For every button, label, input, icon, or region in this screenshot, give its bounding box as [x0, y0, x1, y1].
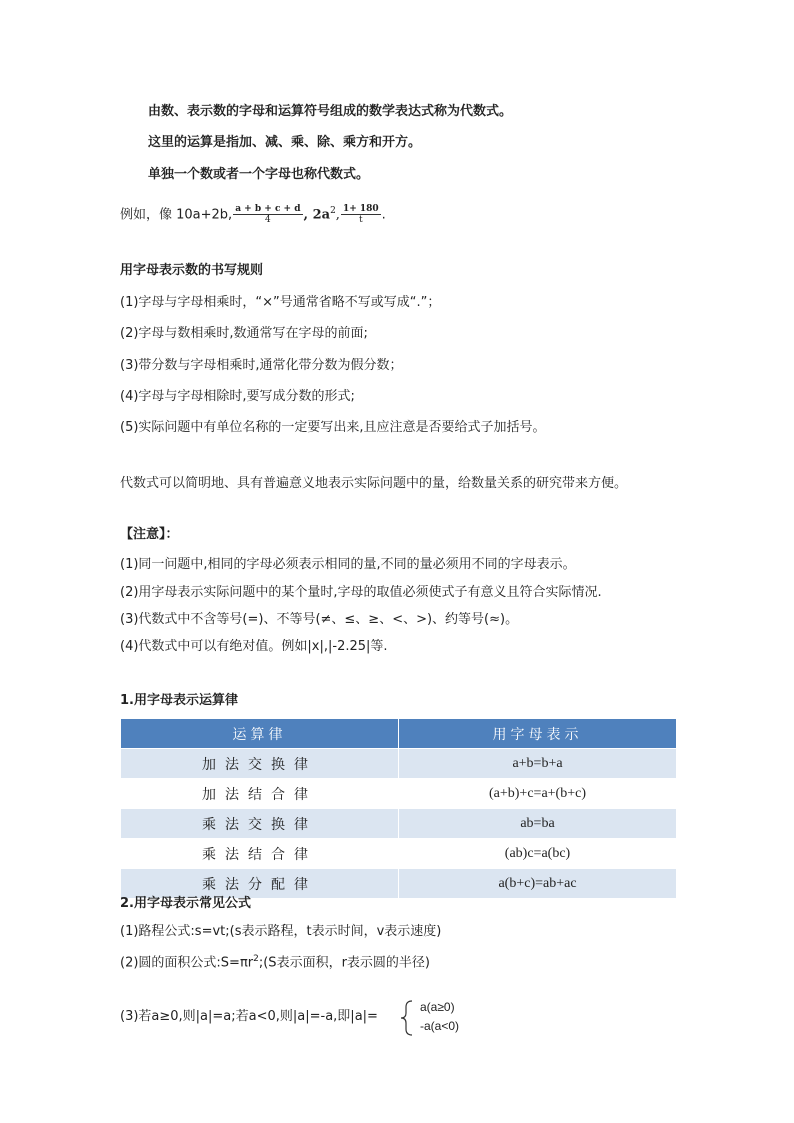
- note-item: (4)代数式中可以有绝对值。例如|x|,|-2.25|等.: [120, 639, 388, 654]
- example-line: [120, 198, 386, 228]
- formula-item-absolute-value: (3)若a≥0,则|a|=a;若a<0,则|a|=-a,即|a|=: [120, 1009, 378, 1024]
- example-comma: ,: [335, 207, 340, 223]
- law-name: 加法结合律: [121, 779, 399, 809]
- example-fraction-2: [341, 204, 381, 225]
- law-formula: a+b=b+a: [399, 749, 677, 779]
- table-row: [121, 779, 677, 809]
- formula-item-circle-area: [120, 950, 430, 972]
- law-formula: (ab)c=a(bc): [399, 839, 677, 869]
- fraction-2-numerator: 1+ 180: [342, 204, 379, 215]
- rule-item: (3)带分数与字母相乘时,通常化带分数为假分数；: [120, 358, 403, 373]
- rule-item: (5)实际问题中有单位名称的一定要写出来,且应注意是否要给式子加括号。: [120, 420, 546, 435]
- intro-line-3: 单独一个数或者一个字母也称代数式。: [148, 167, 370, 182]
- law-name: 加法交换律: [121, 749, 399, 779]
- example-end: .: [381, 207, 386, 223]
- table-row: [121, 749, 677, 779]
- example-exponent: 2: [330, 206, 336, 216]
- left-brace-icon: [398, 1000, 418, 1036]
- table-row: [121, 839, 677, 869]
- case-nonnegative: a(a≥0): [420, 1000, 455, 1014]
- table-header-row: [121, 719, 677, 749]
- rule-item: (1)字母与字母相乘时，“×”号通常省略不写或写成“.”；: [120, 295, 441, 310]
- fraction-1-numerator: a + b + c + d: [235, 204, 301, 215]
- summary-text: 代数式可以简明地、具有普遍意义地表示实际问题中的量，给数量关系的研究带来方便。: [120, 476, 628, 491]
- rules-heading: 用字母表示数的书写规则: [120, 263, 264, 278]
- intro-line-2: 这里的运算是指加、减、乘、除、乘方和开方。: [148, 135, 422, 150]
- section1-heading: 1.用字母表示运算律: [120, 693, 238, 708]
- law-formula: (a+b)+c=a+(b+c): [399, 779, 677, 809]
- piecewise-cases: [398, 1000, 472, 1036]
- circle-area-post: ;(S表示面积，r表示圆的半径): [258, 955, 430, 971]
- header-law: 运算律: [121, 719, 399, 749]
- example-fraction-1: [233, 204, 302, 225]
- intro-line-1: 由数、表示数的字母和运算符号组成的数学表达式称为代数式。: [148, 104, 513, 119]
- law-formula: a(b+c)=ab+ac: [399, 869, 677, 899]
- fraction-1-denominator: 4: [265, 215, 271, 226]
- circle-area-exponent: 2: [253, 954, 259, 964]
- case-negative: -a(a<0): [420, 1019, 460, 1033]
- rule-item: (4)字母与字母相除时,要写成分数的形式;: [120, 389, 355, 404]
- fraction-2-denominator: t: [358, 215, 363, 226]
- law-formula: ab=ba: [399, 809, 677, 839]
- notes-heading: 【注意】：: [120, 527, 179, 542]
- operation-laws-table: [120, 718, 677, 899]
- law-name: 乘法分配律: [121, 869, 399, 899]
- header-formula: 用字母表示: [399, 719, 677, 749]
- note-item: (1)同一问题中,相同的字母必须表示相同的量,不同的量必须用不同的字母表示。: [120, 557, 576, 572]
- law-name: 乘法交换律: [121, 809, 399, 839]
- table-row: [121, 869, 677, 899]
- rule-item: (2)字母与数相乘时,数通常写在字母的前面;: [120, 326, 368, 341]
- note-item: (3)代数式中不含等号(=)、不等号(≠、≤、≥、<、>)、约等号(≈)。: [120, 612, 519, 627]
- section2-heading: 2.用字母表示常见公式: [120, 896, 251, 911]
- formula-item-distance: (1)路程公式:s=vt;(s表示路程，t表示时间，v表示速度): [120, 924, 442, 939]
- circle-area-pre: (2)圆的面积公式:S=πr: [120, 955, 254, 971]
- example-prefix: 例如，像 10a+2b,: [120, 207, 233, 223]
- example-mid: , 2a: [303, 207, 331, 223]
- note-item: (2)用字母表示实际问题中的某个量时,字母的取值必须使式子有意义且符合实际情况.: [120, 585, 602, 600]
- law-name: 乘法结合律: [121, 839, 399, 869]
- table-row: [121, 809, 677, 839]
